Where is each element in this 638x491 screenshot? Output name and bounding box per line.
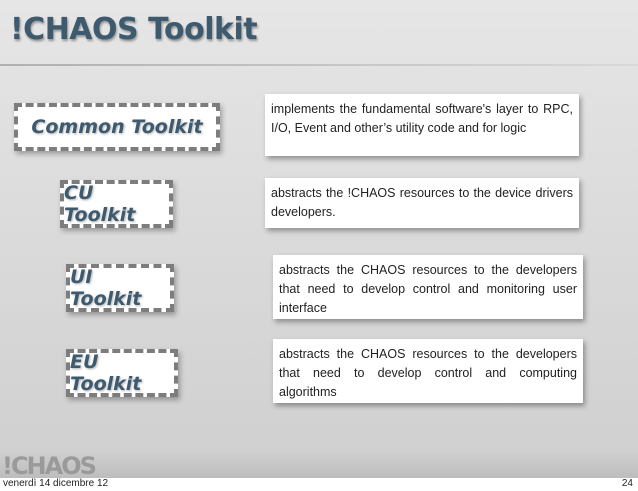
toolkit-cu: CU Toolkit [60, 180, 173, 228]
toolkit-eu: EU Toolkit [66, 349, 178, 397]
footer-band [0, 452, 638, 478]
slide-date: venerdì 14 dicembre 12 [3, 478, 109, 489]
title-divider [0, 64, 638, 66]
slide-title: !CHAOS Toolkit [10, 12, 258, 47]
chaos-logo: !CHAOS [2, 452, 95, 478]
toolkit-ui: UI Toolkit [66, 264, 174, 312]
toolkit-common: Common Toolkit [14, 103, 220, 151]
description-cu: abstracts the !CHAOS resources to the device drivers developers. [265, 178, 579, 228]
description-common: implements the fundamental software's layer to RPC, I/O, Event and other’s utility code and for logic [265, 94, 579, 156]
page-number: 24 [621, 478, 633, 489]
description-ui: abstracts the CHAOS resources to the developers that need to develop control and monitoring user interface [273, 255, 583, 319]
description-eu: abstracts the CHAOS resources to the developers that need to develop control and computing algorithms [273, 339, 583, 403]
